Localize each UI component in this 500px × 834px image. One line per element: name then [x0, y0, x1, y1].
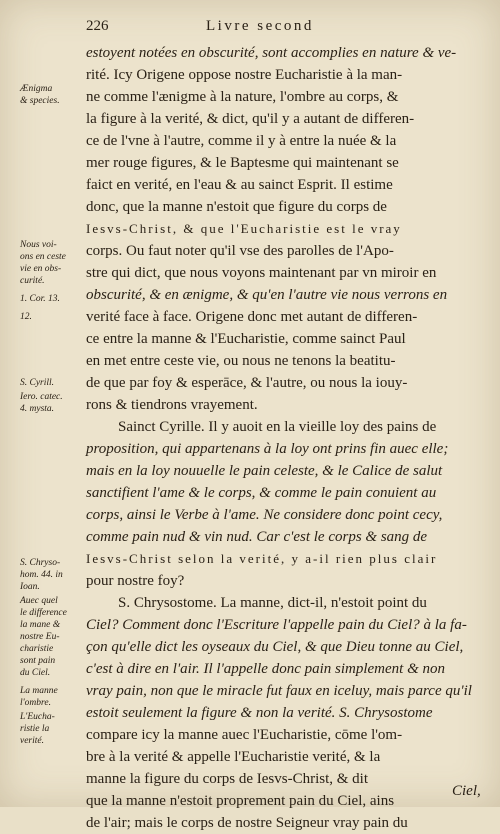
text-line: en met entre ceste vie, ou nous ne tenons la beatitu- [86, 353, 396, 369]
text-line: estoit seulement la figure & non la verité. S. Chrysostome [86, 705, 433, 721]
margin-note: hom. 44. in [20, 570, 63, 580]
margin-note: Iero. catec. [20, 392, 63, 402]
margin-note: ons en ceste [20, 252, 66, 262]
text-line: donc, que la manne n'estoit que figure du corps de [86, 199, 387, 215]
text-line: ce entre la manne & l'Eucharistie, comme sainct Paul [86, 331, 406, 347]
text-line: Iesvs-Christ selon la verité, y a-il rien plus clair [86, 551, 438, 566]
text-line: ne comme l'ænigme à la nature, l'ombre au corps, & [86, 89, 399, 105]
margin-note: L'Eucha- [20, 712, 55, 722]
text-line: obscurité, & en ænigme, & qu'en l'autre vie nous verrons en [86, 287, 448, 303]
text-line: de l'air; mais le corps de nostre Seigneur vray pain du [86, 815, 408, 831]
margin-note: vie en obs- [20, 264, 62, 274]
text-line: Sainct Cyrille. Il y auoit en la vieille loy des pains de [118, 419, 437, 435]
text-line: çon qu'elle dict les oyseaux du Ciel, & que Dieu tonne au Ciel, [86, 639, 464, 655]
text-line: proposition, qui appartenans à la loy ont prins fin auec elle; [86, 441, 449, 457]
text-line: sanctifient l'ame & le corps, & comme le pain conuient au [86, 485, 437, 501]
text-line: Iesvs-Christ, & que l'Eucharistie est le vray [86, 221, 402, 236]
margin-note: Ioan. [20, 582, 40, 592]
margin-note: sont pain [20, 656, 56, 666]
text-line: bre à la verité & appelle l'Eucharistie verité, & la [86, 749, 381, 765]
text-line: de que par foy & esperāce, & l'autre, ou nous la iouy- [86, 375, 408, 391]
text-line: corps, ainsi le Verbe à l'ame. Ne considere donc point cecy, [86, 507, 443, 523]
margin-note: Ænigma [20, 84, 53, 94]
text-line: rons & tiendrons vrayement. [86, 397, 258, 413]
margin-note: Nous voi- [20, 240, 57, 250]
margin-note: le difference [20, 608, 67, 618]
text-line: comme pain nud & vin nud. Car c'est le corps & sang de [86, 529, 428, 545]
margin-note: & species. [20, 96, 60, 106]
text-line: ce de l'vne à l'autre, comme il y à entre la nuée & la [86, 133, 397, 149]
margin-note: charistie [20, 644, 54, 654]
running-head: Livre second [206, 18, 314, 34]
margin-note: Auec quel [20, 596, 58, 606]
margin-note: 4. mysta. [20, 404, 55, 414]
text-line: compare icy la manne auec l'Eucharistie, cōme l'om- [86, 727, 403, 743]
text-line: manne la figure du corps de Iesvs-Christ, & dit [86, 771, 369, 787]
margin-note: verité. [20, 736, 45, 746]
margin-note: 1. Cor. 13. [20, 294, 60, 304]
text-line: faict en verité, en l'eau & au sainct Esprit. Il estime [86, 177, 393, 193]
margin-note: S. Chryso- [20, 558, 61, 568]
text-line: pour nostre foy? [86, 573, 185, 589]
text-line: verité face à face. Origene donc met autant de differen- [86, 309, 418, 325]
text-line: rité. Icy Origene oppose nostre Eucharistie à la man- [86, 67, 403, 83]
text-line: estoyent notées en obscurité, sont accomplies en nature & ve- [86, 45, 457, 61]
margin-note: ristie la [20, 724, 50, 734]
margin-note: S. Cyrill. [20, 378, 55, 388]
text-line: que la manne n'estoit proprement pain du Ciel, ains [86, 793, 395, 809]
text-line: corps. Ou faut noter qu'il vse des parolles de l'Apo- [86, 243, 394, 259]
text-line: Ciel? Comment donc l'Escriture l'appelle pain du Ciel? à la fa- [86, 617, 467, 633]
text-line: c'est à dire en l'air. Il l'appelle donc pain simplement & non [86, 661, 446, 677]
page-header [0, 18, 500, 42]
margin-note: du Ciel. [20, 668, 51, 678]
text-line: stre qui dict, que nous voyons maintenant par vn miroir en [86, 265, 437, 281]
margin-note: la mane & [20, 620, 61, 630]
text-line: vray pain, non que le miracle fut faux en iceluy, mais parce qu'il [86, 683, 472, 699]
margin-note: curité. [20, 276, 45, 286]
catchword: Ciel, [452, 783, 481, 799]
margin-note: La manne [20, 686, 58, 696]
margin-note: nostre Eu- [20, 632, 60, 642]
page-number: 226 [86, 18, 109, 34]
text-line: la figure à la verité, & dict, qu'il y a autant de differen- [86, 111, 415, 127]
text-line: mer rouge figures, & le Baptesme qui maintenant se [86, 155, 399, 171]
margin-note: l'ombre. [20, 698, 51, 708]
margin-note: 12. [20, 312, 32, 322]
text-line: mais en la loy nouuelle le pain celeste, & le Calice de salut [86, 463, 443, 479]
text-line: S. Chrysostome. La manne, dict-il, n'estoit point du [118, 595, 427, 611]
